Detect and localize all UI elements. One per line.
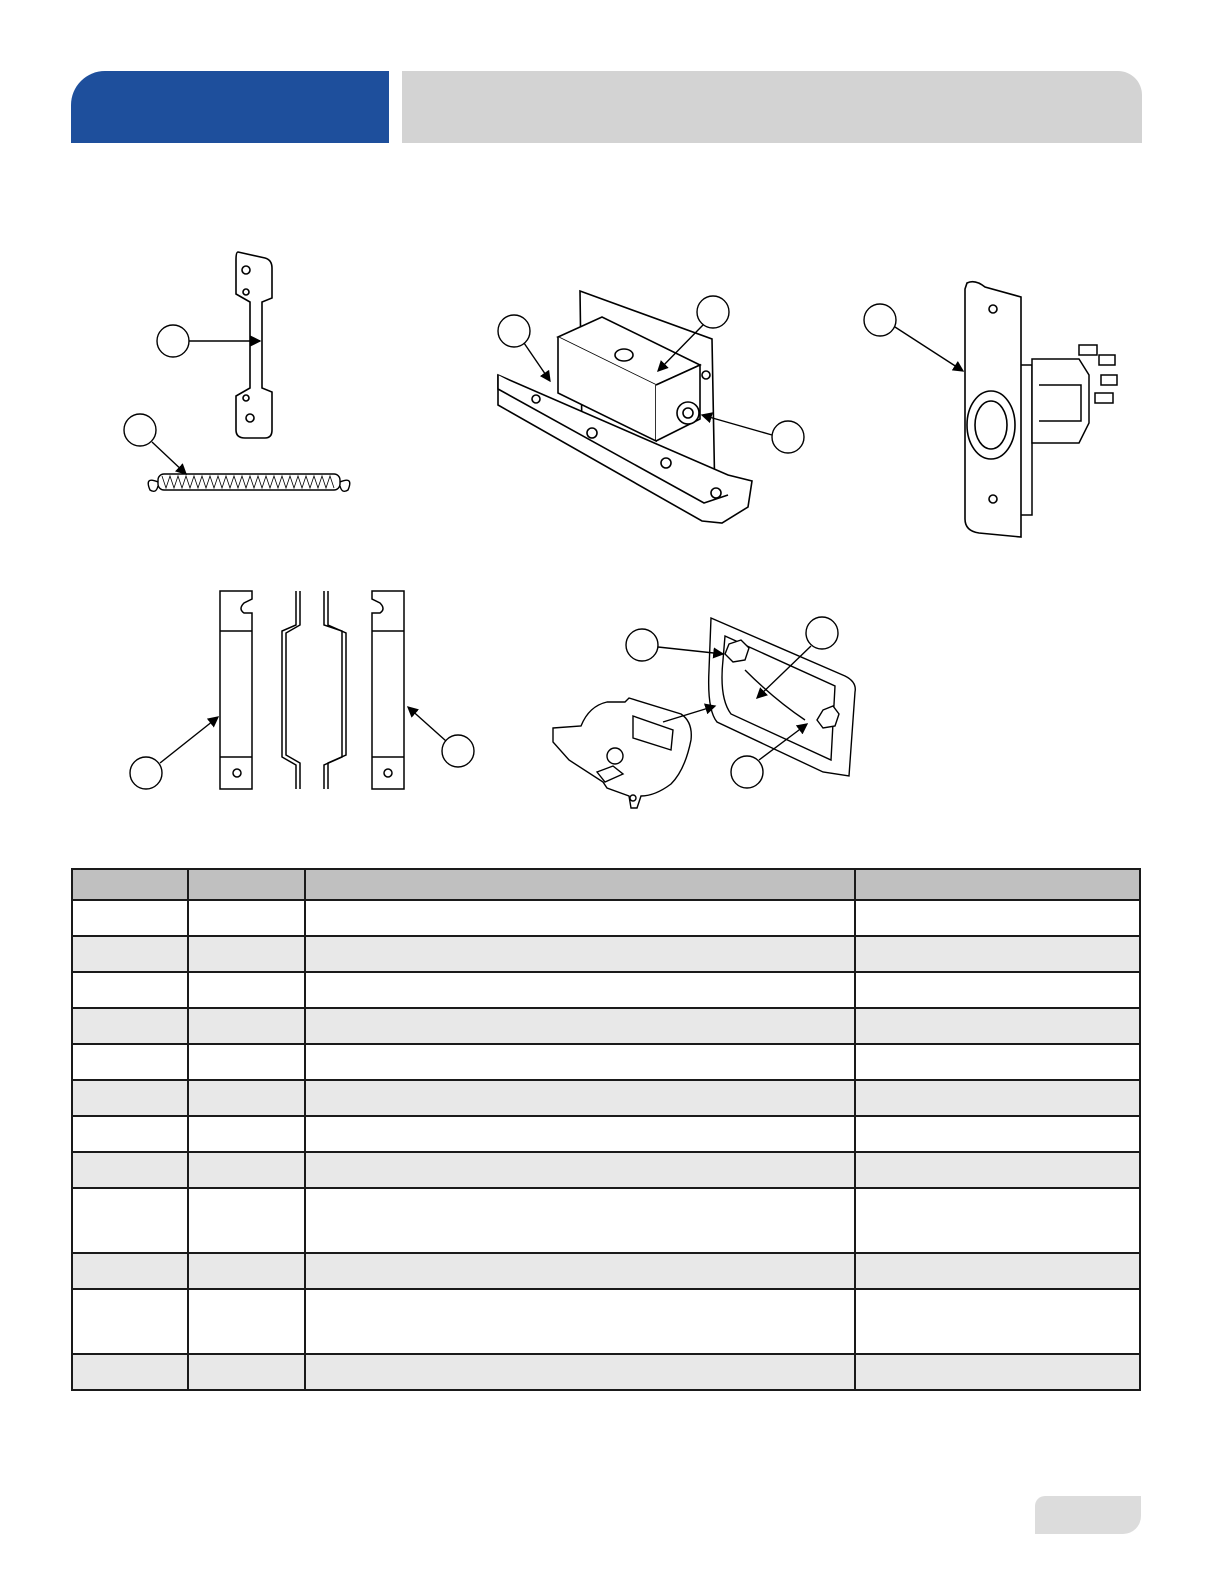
cam-plate: [553, 698, 691, 808]
column-header: [72, 869, 188, 900]
table-cell: [855, 900, 1140, 936]
callout-3: [702, 415, 804, 453]
table-cell: [72, 1152, 188, 1188]
column-header: [855, 869, 1140, 900]
table-cell: [855, 1354, 1140, 1390]
table-cell: [855, 1116, 1140, 1152]
parts-table: [71, 868, 1141, 1391]
extension-spring: [148, 474, 350, 491]
table-row: [72, 936, 1140, 972]
table-row: [72, 900, 1140, 936]
callout-2: [408, 707, 474, 767]
page-title-bar: [402, 71, 1142, 143]
table-row: [72, 1080, 1140, 1116]
table-cell: [188, 936, 304, 972]
table-cell: [188, 1044, 304, 1080]
table-cell: [305, 972, 855, 1008]
callout-1: [498, 315, 550, 381]
figure-switch-plate-assembly: [855, 275, 1145, 545]
section-tab: [71, 71, 389, 143]
table-cell: [72, 1116, 188, 1152]
table-row: [72, 1152, 1140, 1188]
table-header-row: [72, 869, 1140, 900]
table-cell: [188, 900, 304, 936]
table-row: [72, 1116, 1140, 1152]
table-cell: [855, 1008, 1140, 1044]
table-row: [72, 1289, 1140, 1354]
callout-1: [864, 304, 963, 371]
column-header: [188, 869, 304, 900]
figure-cam-switch-assembly: [545, 610, 875, 820]
figure-bracket-set: [120, 585, 490, 800]
table-cell: [305, 1116, 855, 1152]
table-cell: [72, 1008, 188, 1044]
callout-1: [130, 717, 218, 789]
table-cell: [72, 1188, 188, 1253]
page-number-tab: [1035, 1496, 1141, 1534]
bracket-channel-right: [324, 591, 346, 789]
table-cell: [188, 1253, 304, 1289]
table-cell: [72, 1253, 188, 1289]
table-cell: [305, 1008, 855, 1044]
table-row: [72, 1044, 1140, 1080]
table-cell: [305, 1152, 855, 1188]
bracket-right: [372, 591, 404, 789]
table-cell: [72, 900, 188, 936]
table-cell: [188, 1289, 304, 1354]
table-row: [72, 972, 1140, 1008]
table-cell: [72, 936, 188, 972]
table-cell: [855, 1080, 1140, 1116]
table-cell: [188, 1008, 304, 1044]
table-cell: [188, 972, 304, 1008]
bracket-channel-left: [282, 591, 300, 789]
table-cell: [188, 1354, 304, 1390]
table-cell: [855, 972, 1140, 1008]
bracket-left: [220, 591, 252, 789]
face-plate: [965, 282, 1021, 537]
table-cell: [855, 1253, 1140, 1289]
table-cell: [72, 1044, 188, 1080]
table-cell: [188, 1188, 304, 1253]
table-cell: [188, 1152, 304, 1188]
table-cell: [72, 1080, 188, 1116]
table-cell: [305, 1044, 855, 1080]
callout-1: [157, 325, 260, 357]
table-cell: [855, 936, 1140, 972]
table-cell: [72, 972, 188, 1008]
table-cell: [305, 1354, 855, 1390]
table-cell: [855, 1152, 1140, 1188]
figure-latch-plate-and-spring: [110, 240, 360, 510]
table-cell: [188, 1080, 304, 1116]
table-row: [72, 1188, 1140, 1253]
table-cell: [72, 1354, 188, 1390]
table-cell: [855, 1289, 1140, 1354]
table-cell: [855, 1188, 1140, 1253]
table-cell: [305, 1080, 855, 1116]
table-cell: [305, 1289, 855, 1354]
table-row: [72, 1253, 1140, 1289]
table-cell: [305, 936, 855, 972]
table-cell: [72, 1289, 188, 1354]
callout-1: [626, 629, 723, 661]
figure-solenoid-bracket-assembly: [490, 285, 820, 535]
callout-2: [124, 414, 186, 474]
latch-plate: [236, 252, 272, 438]
table-cell: [305, 1253, 855, 1289]
table-cell: [188, 1116, 304, 1152]
switch-body: [1020, 345, 1117, 515]
table-row: [72, 1354, 1140, 1390]
table-row: [72, 1008, 1140, 1044]
column-header: [305, 869, 855, 900]
table-cell: [305, 1188, 855, 1253]
table-cell: [305, 900, 855, 936]
table-cell: [855, 1044, 1140, 1080]
